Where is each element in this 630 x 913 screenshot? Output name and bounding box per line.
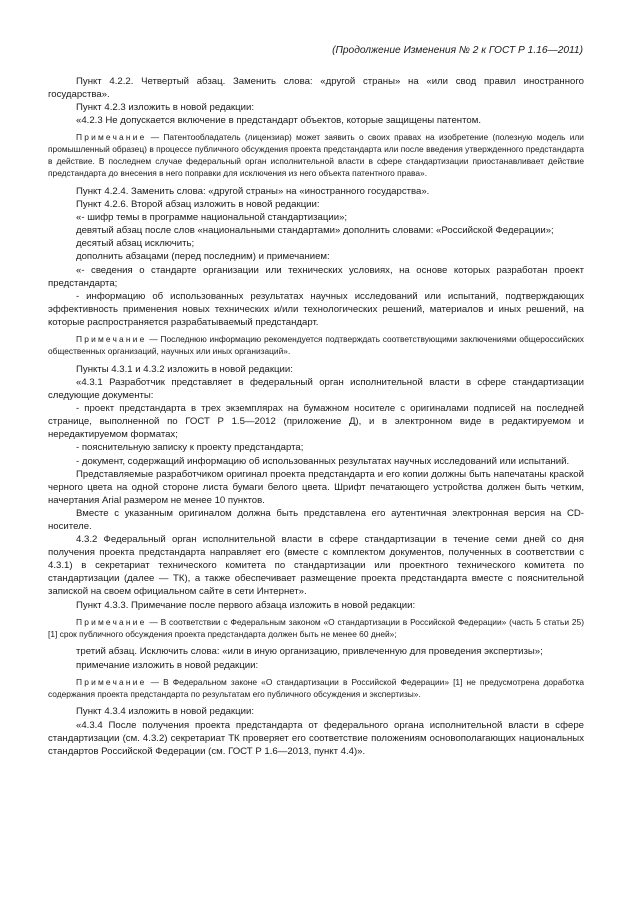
paragraph: Пункт 4.2.3 изложить в новой редакции: xyxy=(76,102,254,114)
note-label: Примечание xyxy=(76,132,147,143)
page-header: (Продолжение Изменения № 2 к ГОСТ Р 1.16—2011) xyxy=(332,45,583,56)
paragraph: - пояснительную записку к проекту предстандарта; xyxy=(76,442,304,454)
paragraph: Пункты 4.3.1 и 4.3.2 изложить в новой редакции: xyxy=(76,363,293,375)
paragraph: Вместе с указанным оригиналом должна быть представлена его аутентичная электронная версия на CD-носителе. xyxy=(48,507,584,532)
note-paragraph xyxy=(48,132,584,180)
paragraph: Пункт 4.2.4. Заменить слова: «другой страны» на «иностранного государства». xyxy=(76,186,430,197)
note-paragraph xyxy=(48,617,584,641)
paragraph: десятый абзац исключить; xyxy=(76,238,195,250)
paragraph: третий абзац. Исключить слова: «или в иную организацию, привлеченную для проведения экспертизы»; xyxy=(76,646,543,658)
note-text: — В Федеральном законе «О стандартизации в Российской Федерации» [1] не предусмотрена доработка содержания проекта предстандарта по результатам его публичного обсуждения и экспертизы». xyxy=(48,676,584,699)
paragraph: «- шифр темы в программе национальной стандартизации»; xyxy=(76,212,348,224)
paragraph: Пункт 4.2.6. Второй абзац изложить в новой редакции: xyxy=(76,199,320,211)
note-text: — Патентообладатель (лицензиар) может заявить о своих правах на изобретение (полезную модель или промышленный образец) в процессе публичного обсуждения проекта предстандарта или после введения утвержденного предстандарта в действие. В последнем случае федеральный орган исполнительной власти в сфере стандартизации приостанавливает действие предстандарта до внесения в него поправки для исключения из него объекта патентного права». xyxy=(48,132,584,179)
paragraph: дополнить абзацами (перед последним) и примечанием: xyxy=(76,251,330,263)
paragraph: Пункт 4.3.3. Примечание после первого абзаца изложить в новой редакции: xyxy=(76,599,416,611)
paragraph: - проект предстандарта в трех экземплярах на бумажном носителе с оригиналами подписей на последней странице, выполненной по ГОСТ Р 1.5—2012 (приложение Д), и в электронном виде в редактируемом и нередактируемом форматах; xyxy=(48,403,584,441)
note-paragraph xyxy=(48,334,584,358)
paragraph: - информацию об использованных результатах научных исследований или испытаний, подтверждающих эффективность применения новых технических и/или технологических решений, материалов и иных решений, на которые распространяется разрабатываемый предстандарт. xyxy=(48,290,584,328)
paragraph: Пункт 4.2.2. Четвертый абзац. Заменить слова: «другой страны» на «или свод правил иностранного государства». xyxy=(48,76,584,101)
note-text: — Последнюю информацию рекомендуется подтверждать соответствующими заключениями общероссийских общественных организаций, научных или иных организаций». xyxy=(48,334,584,356)
paragraph: «4.3.4 После получения проекта предстандарта от федерального органа исполнительной власти в сфере стандартизации (см. 4.3.2) секретариат ТК проверяет его соответствие положениям основополагающих национальных стандартов Российской Федерации (см. ГОСТ Р 1.6—2013, пункт 4.4)». xyxy=(48,719,584,757)
paragraph: - документ, содержащий информацию об использованных результатах научных исследований или испытаний. xyxy=(76,455,570,467)
note-label: Примечание xyxy=(76,676,147,687)
paragraph: Представляемые разработчиком оригинал проекта предстандарта и его копии должны быть напечатаны краской черного цвета на одной стороне листа бумаги белого цвета. Шрифт печатающего устройства должен быть четким, начертания Arial размером не менее 10 пунктов. xyxy=(48,468,584,506)
paragraph: 4.3.2 Федеральный орган исполнительной власти в сфере стандартизации в течение семи дней со дня получения проекта предстандарта направляет его (вместе с комплектом документов, полученных в соответствии с 4.3.1) в секретариат технического комитета по стандартизации или проектного технического комитета по стандартизации (далее — ТК), а также обеспечивает размещение проекта предстандарта вместе с пояснительной запиской на своем официальном сайте в сети Интернет». xyxy=(48,534,584,598)
paragraph: «4.2.3 Не допускается включение в предстандарт объектов, которые защищены патентом. xyxy=(76,115,481,127)
paragraph: «4.3.1 Разработчик представляет в федеральный орган исполнительной власти в сфере стандартизации следующие документы: xyxy=(48,376,584,402)
note-text: — В соответствии с Федеральным законом «О стандартизации в Российской Федерации» (часть 5 статьи 25) [1] срок публичного обсуждения проекта предстандарта должен быть не менее 60 дней»; xyxy=(48,616,584,639)
note-label: Примечание xyxy=(76,616,147,627)
note-label: Примечание xyxy=(76,334,147,345)
paragraph: Пункт 4.3.4 изложить в новой редакции: xyxy=(76,706,254,718)
paragraph: примечание изложить в новой редакции: xyxy=(76,659,259,671)
paragraph: девятый абзац после слов «национальными стандартами» дополнить словами: «Российской Федерации»; xyxy=(76,225,554,237)
note-paragraph xyxy=(48,677,584,701)
paragraph: «- сведения о стандарте организации или технических условиях, на основе которых разработан проект предстандарта; xyxy=(48,264,584,289)
